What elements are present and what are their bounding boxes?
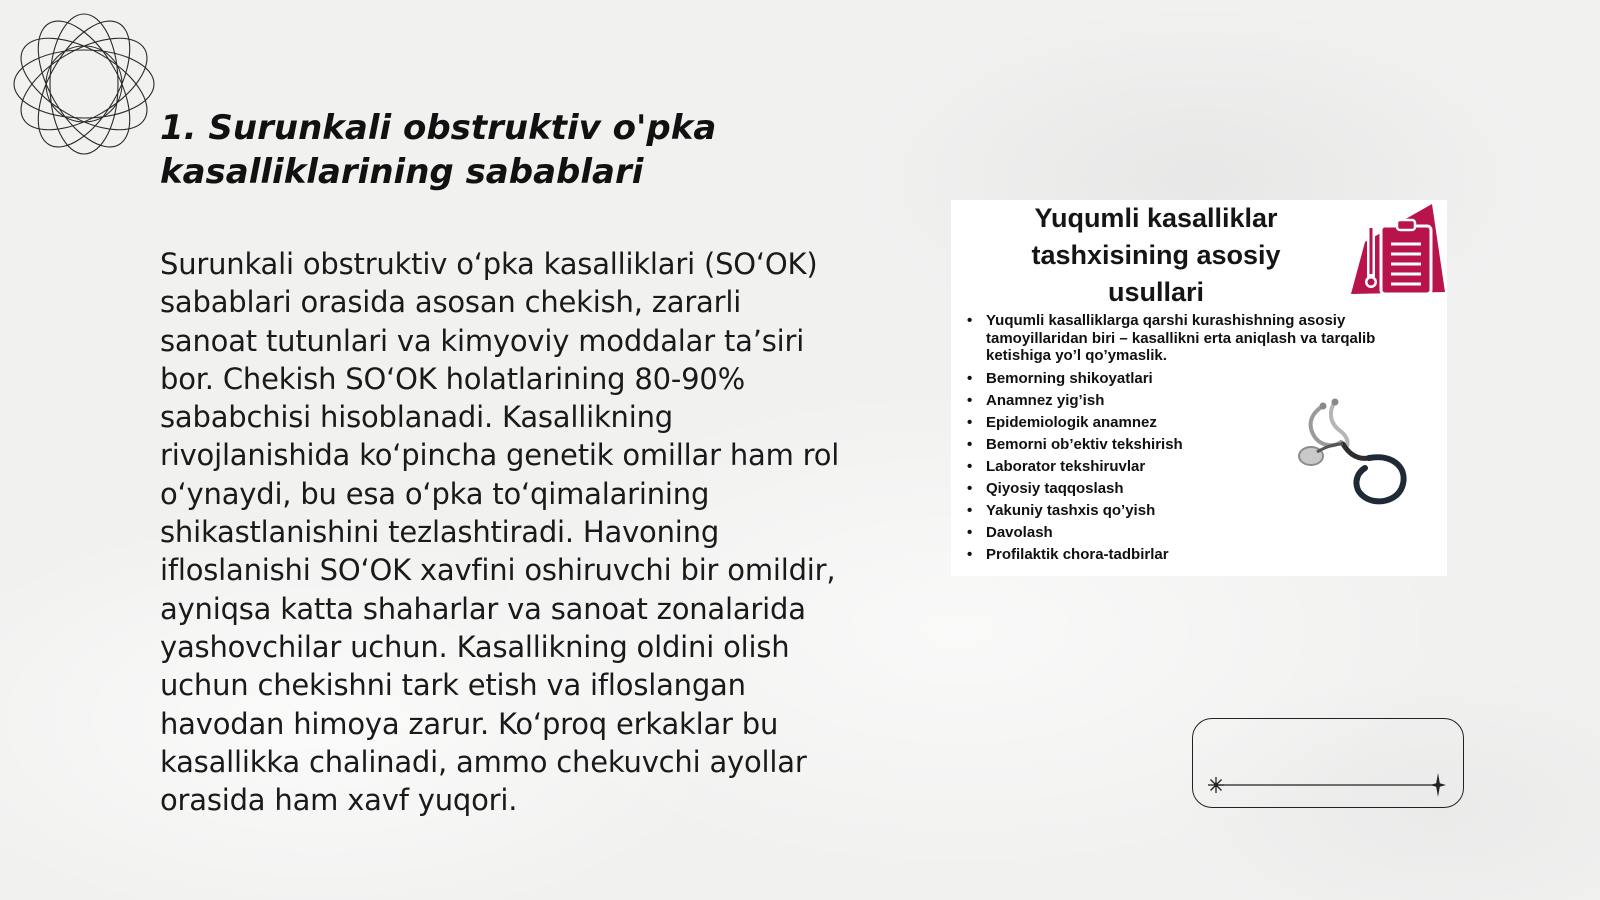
list-item: • Bemorni ob’ektiv tekshirish bbox=[967, 436, 1437, 454]
slide-title: 1. Surunkali obstruktiv o'pka kasalliklarining sabablari bbox=[160, 108, 717, 192]
list-item: • Profilaktik chora-tadbirlar bbox=[967, 546, 1437, 564]
stethoscope-icon bbox=[1283, 398, 1413, 510]
list-item: • Epidemiologik anamnez bbox=[967, 414, 1437, 432]
list-item: • Laborator tekshiruvlar bbox=[967, 458, 1437, 476]
diagnosis-card bbox=[951, 200, 1447, 576]
sparkle-line-icon bbox=[1206, 770, 1446, 800]
card-title: Yuqumli kasalliklar tashxisining asosiy usullari bbox=[1031, 203, 1281, 307]
list-item: • Yuqumli kasalliklarga qarshi kurashishning asosiy tamoyillaridan biri – kasallikni erta aniqlash va tarqalib ketishiga yo’l qo’ymaslik. bbox=[967, 312, 1437, 365]
list-item: • Qiyosiy taqqoslash bbox=[967, 480, 1437, 498]
clipboard-thermometer-icon bbox=[1337, 202, 1447, 302]
slide-body-text: Surunkali obstruktiv o‘pka kasalliklari (SO‘OK) sabablari orasida asosan chekish, zararli sanoat tutunlari va kimyoviy moddalar ta’siri bor. Chekish SO‘OK holatlarining 80-90% sababchisi hisoblanadi. Kasallikning rivojlanishida ko‘pincha genetik omillar ham rol o‘ynaydi, bu esa o‘pka to‘qimalarining shikastlanishini tezlashtiradi. Havoning ifloslanishi SO‘OK xavfini oshiruvchi bir omildir, ayniqsa katta shaharlar va sanoat zonalarida yashovchilar uchun. Kasallikning oldini olish uchun chekishni tark etish va ifloslangan havodan himoya zarur. Ko‘proq erkaklar bu kasallikka chalinadi, ammo chekuvchi ayollar orasida ham xavf yuqori. bbox=[160, 247, 840, 818]
list-item: • Anamnez yig’ish bbox=[967, 392, 1437, 410]
list-item: • Davolash bbox=[967, 524, 1437, 542]
list-item: • Bemorning shikoyatlari bbox=[967, 370, 1437, 388]
list-item: • Yakuniy tashxis qo’yish bbox=[967, 502, 1437, 520]
decorative-rings-icon bbox=[10, 10, 158, 158]
